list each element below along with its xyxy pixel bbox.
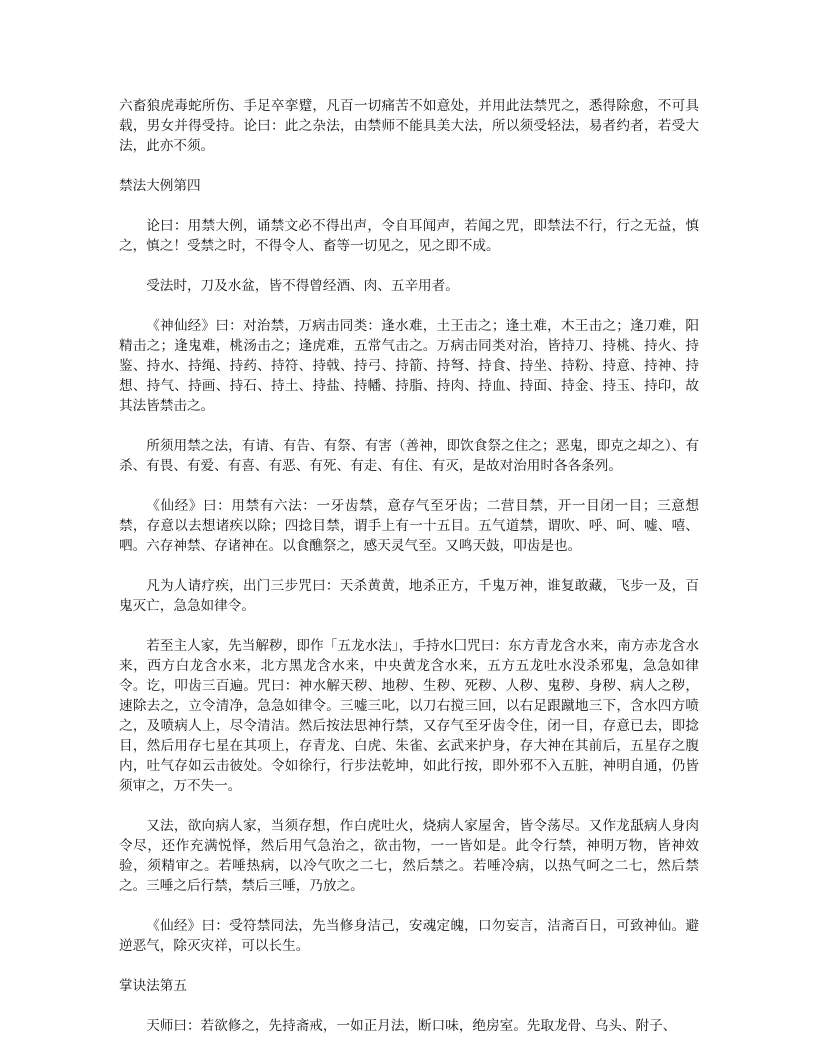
paragraph: 论曰：用禁大例，诵禁文必不得出声，令自耳闻声，若闻之咒，即禁法不行，行之无益，慎之，慎之！受禁之时，不得令人、畜等一切见之，见之即不成。 [119, 218, 699, 254]
paragraph: 凡为人请疗疾，出门三步咒曰：天杀黄黄，地杀正方，千鬼万神，谁复敢藏，飞步一及，百鬼灭亡，急急如律令。 [119, 578, 699, 614]
paragraph: 《神仙经》曰：对治禁，万病击同类：逢水难，土王击之；逢土难，木王击之；逢刀难，阳精击之；逢鬼难，桃汤击之；逢虎难，五常气击之。万病击同类对治，皆持刀、持桃、持火、持鉴、持水、持绳、持药、持符、持戟、持弓、持箭、持弩、持食、持坐、持粉、持意、持神、持想、持气、持画、持石、持土、持盐、持幡、持脂、持肉、持血、持面、持金、持玉、持印，故其法皆禁击之。 [119, 318, 699, 414]
section-heading: 禁法大例第四 [119, 178, 201, 194]
paragraph: 六畜狼虎毒蛇所伤、手足卒挛躄，凡百一切痛苦不如意处，并用此法禁咒之，悉得除愈，不可具载，男女并得受持。论曰：此之杂法，由禁师不能具美大法，所以须受轻法，易者约者，若受大法，此亦不须。 [119, 98, 699, 154]
paragraph: 天师曰：若欲修之，先持斋戒，一如正月法，断口味，绝房室。先取龙骨、乌头、附子、 [146, 1018, 677, 1034]
paragraph: 又法，欲向病人家，当须存想，作白虎吐火，烧病人家屋舍，皆令荡尽。又作龙舐病人身肉令尽，还作充满悦怿，然后用气急治之，欲击物，一一皆如是。此令行禁，神明万物，皆神效验，须精审之。若唾热病，以冷气吹之二七，然后禁之。若唾冷病，以热气呵之二七，然后禁之。三唾之后行禁，禁后三唾，乃放之。 [119, 818, 699, 894]
paragraph: 《仙经》曰：用禁有六法：一牙齿禁，意存气至牙齿；二营目禁，开一目闭一目；三意想禁，存意以去想诸疾以除；四捻目禁，谓手上有一十五目。五气道禁，谓吹、呼、呵、嘘、嘻、呬。六存神禁、存诸神在。以食醮祭之，感天灵气至。又鸣天鼓，叩齿是也。 [119, 498, 699, 554]
document-body [119, 96, 699, 1056]
section-heading: 掌诀法第五 [119, 978, 187, 994]
paragraph: 若至主人家，先当解秽，即作「五龙水法」，手持水囗咒曰：东方青龙含水来，南方赤龙含水来，西方白龙含水来，北方黑龙含水来，中央黄龙含水来，五方五龙吐水没杀邪鬼，急急如律令。讫，叩齿三百遍。咒曰：神水解天秽、地秽、生秽、死秽、人秽、鬼秽、身秽、病人之秽，速除去之，立令清净，急急如律令。三嘘三叱，以刀右搅三回，以右足跟蹴地三下，含水四方喷之，及喷病人上，尽令清洁。然后按法思神行禁，又存气至牙齿令住，闭一目，存意已去，即捻目，然后用存七星在其项上，存青龙、白虎、朱雀、玄武来护身，存大神在其前后，五星存之腹内，吐气存如云击彼处。令如徐行，行步法乾坤，如此行按，即外邪不入五脏，神明自通，仍皆须审之，万不失一。 [119, 638, 699, 794]
paragraph: 《仙经》曰：受符禁同法，先当修身洁己，安魂定魄，口勿妄言，洁斋百日，可致神仙。避逆恶气，除灭灾祥，可以长生。 [119, 918, 699, 954]
paragraph: 所须用禁之法，有请、有告、有祭、有害（善神，即饮食祭之住之；恶鬼，即克之却之）、有杀、有畏、有爱、有喜、有恶、有死、有走、有住、有灭，是故对治用时各各条列。 [119, 438, 699, 474]
paragraph: 受法时，刀及水盆，皆不得曾经酒、肉、五辛用者。 [146, 278, 459, 294]
